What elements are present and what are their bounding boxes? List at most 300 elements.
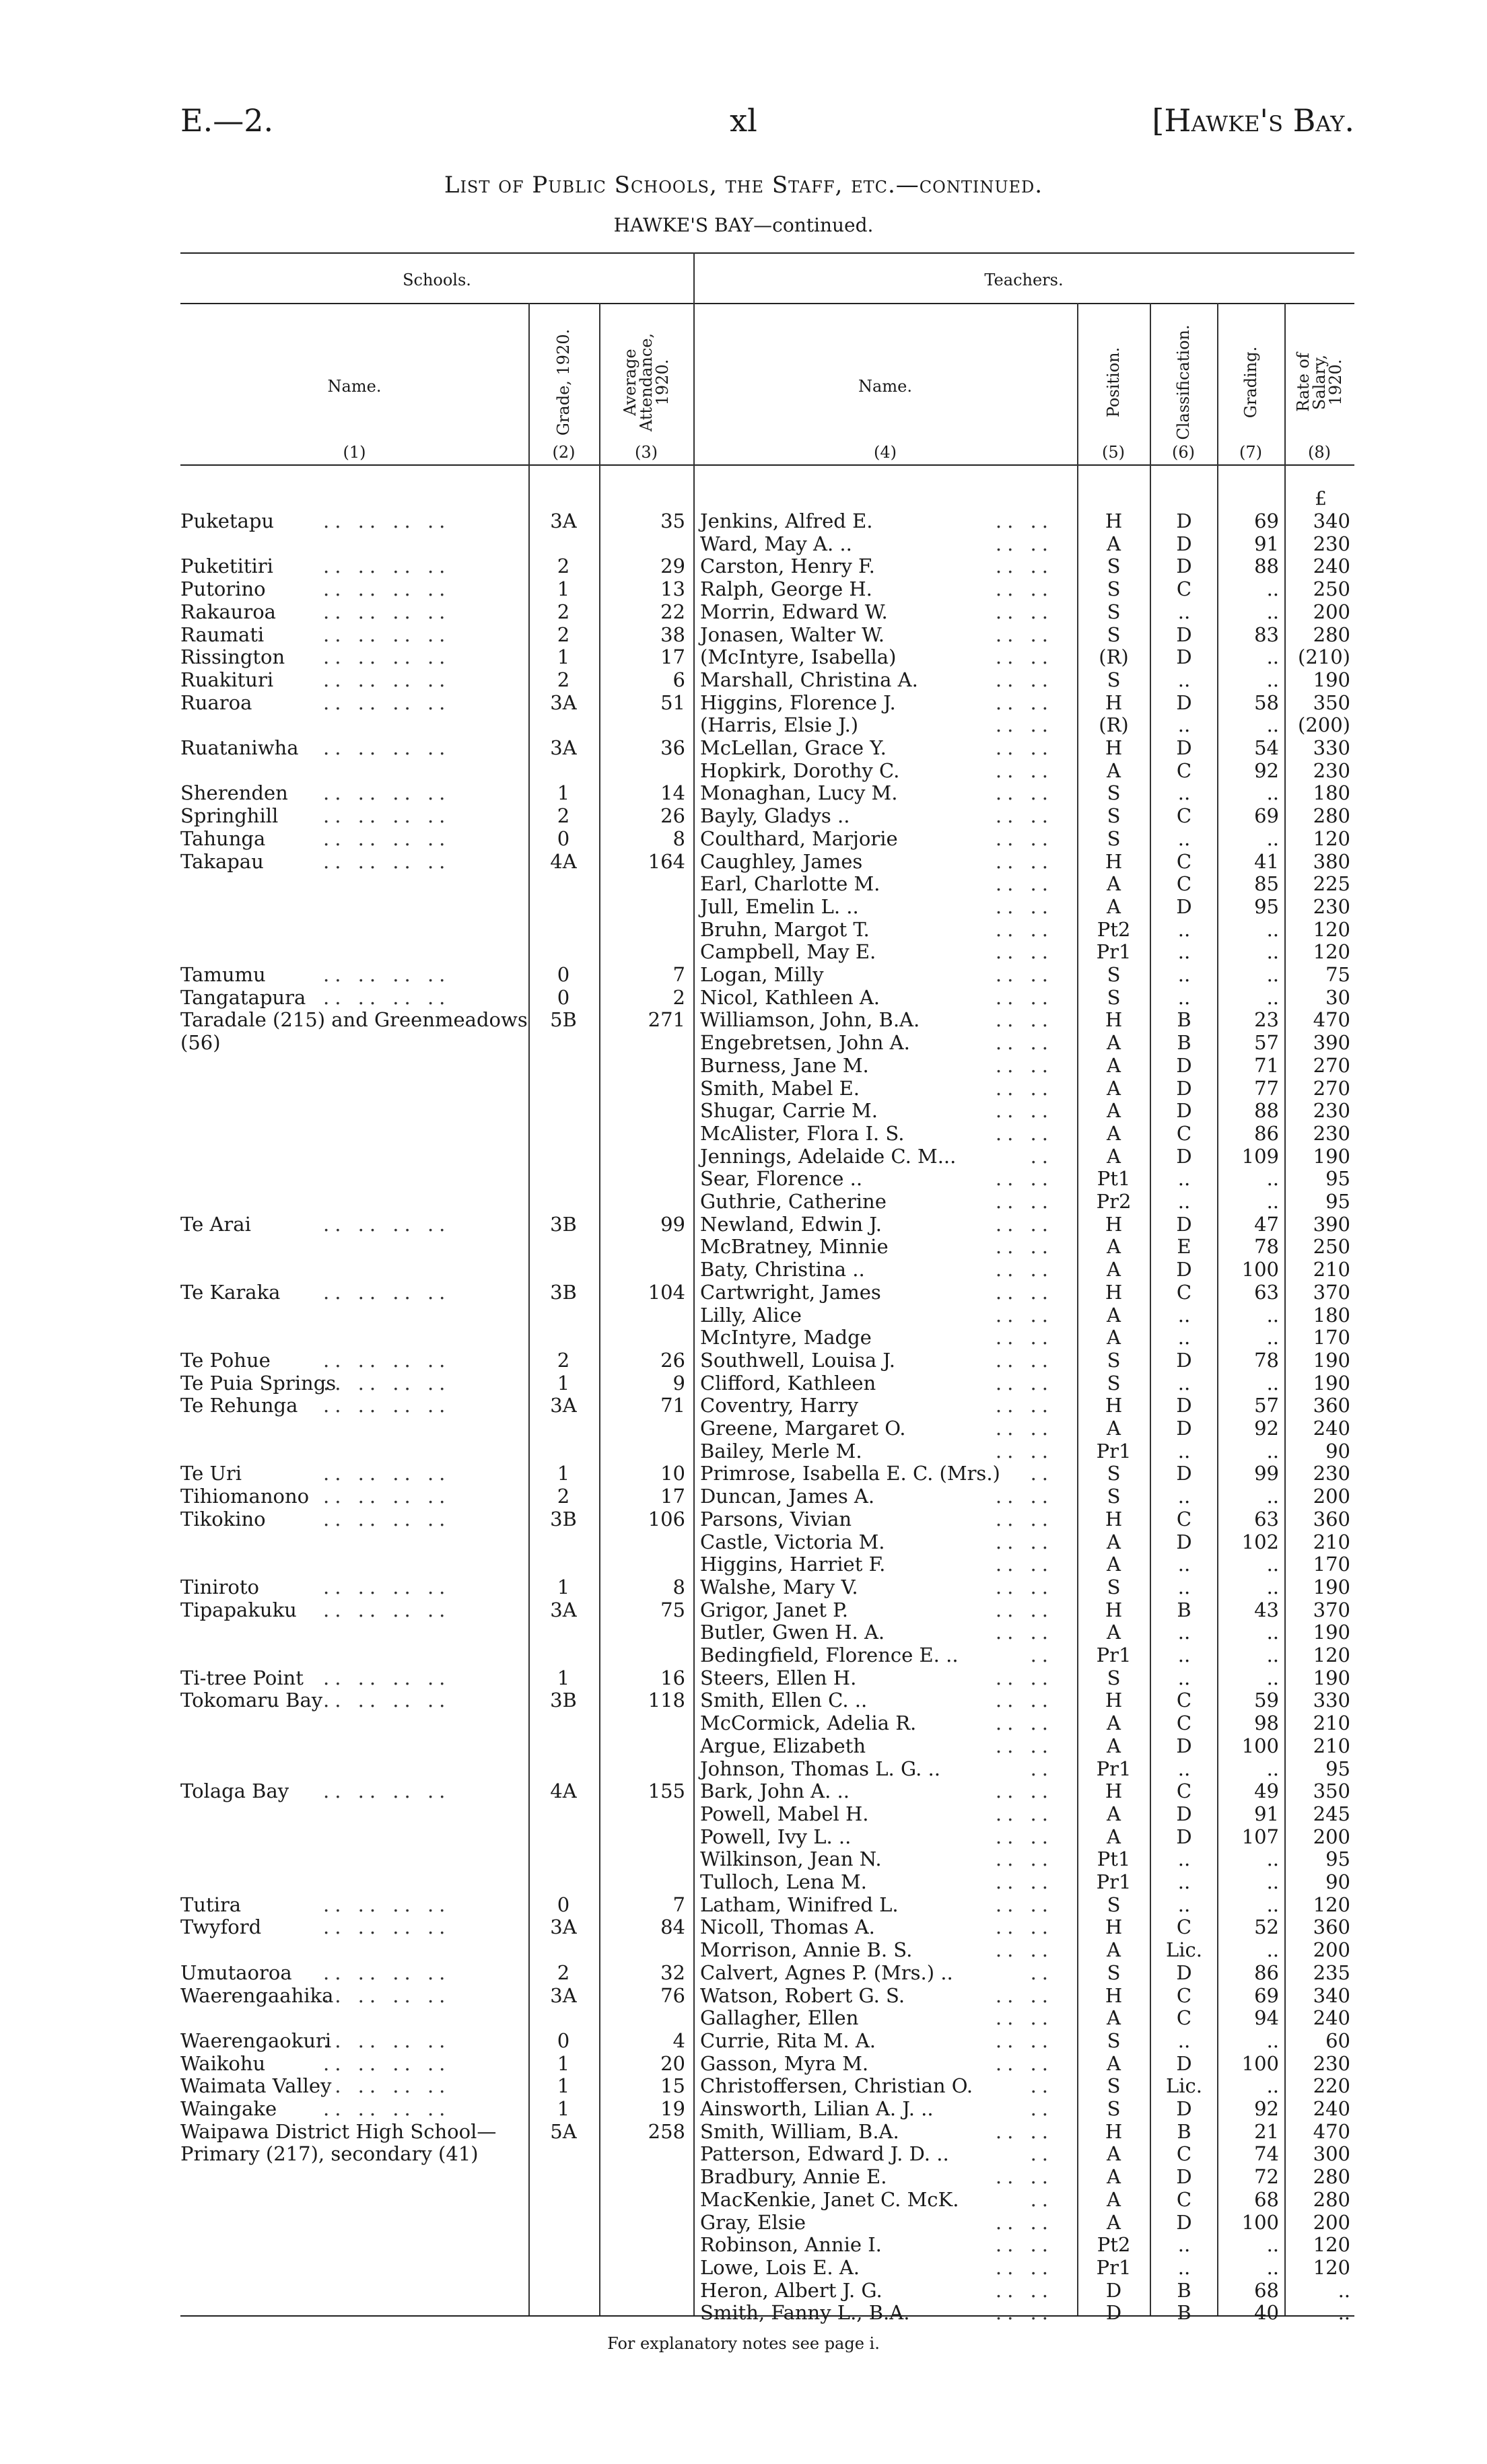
teacher-position: A bbox=[1107, 1326, 1121, 1349]
table-row bbox=[0, 1236, 1487, 1259]
teacher-name: (McIntyre, Isabella) bbox=[700, 645, 897, 669]
table-row bbox=[0, 851, 1487, 874]
teacher-classification: C bbox=[1176, 1712, 1192, 1735]
school-name: Rissington bbox=[180, 645, 285, 669]
teacher-classification: C bbox=[1176, 1507, 1192, 1530]
teacher-grading: 100 bbox=[1241, 1734, 1279, 1757]
teacher-salary: 190 bbox=[1313, 1371, 1350, 1395]
school-name: Springhill bbox=[180, 804, 279, 828]
teacher-salary: 230 bbox=[1313, 894, 1350, 918]
teacher-grading: 40 bbox=[1254, 2301, 1279, 2325]
school-attendance: 29 bbox=[660, 555, 685, 578]
teacher-position: S bbox=[1107, 577, 1121, 601]
teacher-position: H bbox=[1105, 849, 1123, 873]
leader-dots: .. .. bbox=[995, 1258, 1053, 1281]
teacher-salary: 240 bbox=[1313, 2097, 1350, 2120]
leader-dots: .. .. bbox=[995, 555, 1053, 578]
teacher-name: Walshe, Mary V. bbox=[700, 1575, 858, 1598]
colnum-3: (3) bbox=[635, 443, 658, 462]
table-row bbox=[0, 1213, 1487, 1236]
teacher-classification: D bbox=[1176, 1734, 1192, 1757]
school-name: Sherenden bbox=[180, 781, 288, 805]
teacher-salary: 210 bbox=[1313, 1734, 1350, 1757]
teacher-position: S bbox=[1107, 623, 1121, 646]
leader-dots: .. .. bbox=[995, 1485, 1053, 1508]
leader-dots: .. bbox=[1030, 2142, 1053, 2166]
leader-dots: .. .. bbox=[995, 2210, 1053, 2234]
table-row bbox=[0, 1463, 1487, 1485]
table-row bbox=[0, 2212, 1487, 2234]
school-grade: 1 bbox=[557, 2097, 570, 2120]
leader-dots: .. .. .. .. bbox=[323, 2074, 451, 2098]
teacher-name: Carston, Henry F. bbox=[700, 555, 875, 578]
table-row bbox=[0, 828, 1487, 851]
table-row bbox=[0, 1146, 1487, 1168]
table-row bbox=[0, 1871, 1487, 1894]
teacher-position: S bbox=[1107, 600, 1121, 623]
table-row bbox=[0, 2189, 1487, 2212]
teacher-classification: C bbox=[1176, 1689, 1192, 1712]
teacher-classification: .. bbox=[1177, 1553, 1191, 1576]
teacher-position: S bbox=[1107, 804, 1121, 828]
teacher-name: Bailey, Merle M. bbox=[700, 1439, 862, 1463]
teacher-grading: 94 bbox=[1254, 2006, 1279, 2030]
teacher-name: Baty, Christina .. bbox=[700, 1258, 865, 1281]
table-row bbox=[0, 1712, 1487, 1735]
school-name: Taradale (215) and Greenmeadows bbox=[180, 1008, 528, 1032]
table-row bbox=[0, 1395, 1487, 1417]
leader-dots: .. bbox=[1030, 2187, 1053, 2211]
teacher-grading: 77 bbox=[1254, 1076, 1279, 1100]
teacher-salary: 270 bbox=[1313, 1076, 1350, 1100]
teacher-name: Ward, May A. .. bbox=[700, 532, 852, 555]
school-name: Waerengaokuri bbox=[180, 2029, 332, 2052]
teacher-salary: 360 bbox=[1313, 1394, 1350, 1417]
teacher-grading: .. bbox=[1266, 1893, 1279, 1916]
leader-dots: .. .. bbox=[995, 1417, 1053, 1440]
school-name: Te Karaka bbox=[180, 1280, 281, 1304]
leader-dots: .. .. .. .. bbox=[323, 577, 451, 601]
table-row bbox=[0, 1553, 1487, 1576]
table-row bbox=[0, 1939, 1487, 1962]
teacher-grading: 78 bbox=[1254, 1348, 1279, 1372]
table-row bbox=[0, 2007, 1487, 2030]
teacher-salary: 235 bbox=[1313, 1961, 1350, 1984]
teacher-classification: D bbox=[1176, 2097, 1192, 2120]
teacher-position: A bbox=[1107, 1303, 1121, 1327]
school-grade: 3B bbox=[550, 1507, 577, 1530]
teacher-salary: 340 bbox=[1313, 509, 1350, 532]
table-top-rule bbox=[180, 252, 1354, 254]
teacher-salary: 170 bbox=[1313, 1553, 1350, 1576]
school-grade: 3A bbox=[550, 1983, 577, 2007]
teacher-classification: .. bbox=[1177, 940, 1191, 964]
teacher-grading: 88 bbox=[1254, 1099, 1279, 1123]
teacher-classification: Lic. bbox=[1166, 2074, 1202, 2098]
teacher-salary: 95 bbox=[1325, 1167, 1350, 1191]
teacher-name-header: Name. bbox=[858, 377, 912, 396]
teacher-classification: C bbox=[1176, 1780, 1192, 1803]
teacher-salary: 60 bbox=[1325, 2029, 1350, 2052]
teacher-grading: .. bbox=[1266, 1575, 1279, 1598]
teacher-salary: 370 bbox=[1313, 1598, 1350, 1621]
school-attendance: 155 bbox=[648, 1780, 685, 1803]
teacher-salary: 300 bbox=[1313, 2142, 1350, 2166]
leader-dots: .. bbox=[1030, 1757, 1053, 1780]
teacher-grading: 92 bbox=[1254, 2097, 1279, 2120]
teacher-name: Gasson, Myra M. bbox=[700, 2051, 869, 2075]
teacher-name: Burness, Jane M. bbox=[700, 1053, 869, 1077]
teacher-name: Christoffersen, Christian O. bbox=[700, 2074, 973, 2098]
table-row bbox=[0, 782, 1487, 805]
school-name: Te Rehunga bbox=[180, 1394, 298, 1417]
leader-dots: .. .. bbox=[995, 1575, 1053, 1598]
teacher-grading: 91 bbox=[1254, 532, 1279, 555]
teacher-salary: 280 bbox=[1313, 804, 1350, 828]
leader-dots: .. bbox=[1030, 2097, 1053, 2120]
school-grade: 3A bbox=[550, 691, 577, 714]
teacher-name: Castle, Victoria M. bbox=[700, 1530, 885, 1553]
table-row bbox=[0, 2075, 1487, 2098]
school-name: Tangatapura bbox=[180, 985, 306, 1009]
leader-dots: .. .. bbox=[995, 1190, 1053, 1213]
school-grade: 0 bbox=[557, 963, 570, 986]
leader-dots: .. .. bbox=[995, 894, 1053, 918]
teacher-classification: B bbox=[1177, 1008, 1191, 1032]
table-row bbox=[0, 1962, 1487, 1985]
teacher-salary: 230 bbox=[1313, 1099, 1350, 1123]
teacher-position: A bbox=[1107, 1076, 1121, 1100]
teacher-position: H bbox=[1105, 509, 1123, 532]
table-row bbox=[0, 987, 1487, 1010]
teacher-classification: D bbox=[1176, 2165, 1192, 2189]
table-row bbox=[0, 1758, 1487, 1781]
leader-dots: .. .. bbox=[995, 1303, 1053, 1327]
teacher-position: Pr1 bbox=[1096, 1439, 1132, 1463]
teacher-classification: .. bbox=[1177, 1303, 1191, 1327]
teacher-grading: 98 bbox=[1254, 1712, 1279, 1735]
teacher-salary: .. bbox=[1338, 2301, 1350, 2325]
teacher-position: A bbox=[1107, 759, 1121, 782]
leader-dots: .. .. bbox=[995, 1893, 1053, 1916]
table-row bbox=[0, 1100, 1487, 1123]
teacher-salary: 230 bbox=[1313, 2051, 1350, 2075]
leader-dots: .. .. bbox=[995, 1825, 1053, 1848]
leader-dots: .. .. bbox=[995, 1121, 1053, 1145]
leader-dots: .. .. .. .. bbox=[323, 849, 451, 873]
teacher-classification: D bbox=[1176, 1530, 1192, 1553]
table-row bbox=[0, 692, 1487, 715]
leader-dots: .. .. bbox=[995, 1621, 1053, 1644]
teacher-grading: .. bbox=[1266, 940, 1279, 964]
leader-dots: .. .. bbox=[995, 2051, 1053, 2075]
teacher-grading: .. bbox=[1266, 668, 1279, 691]
table-row bbox=[0, 896, 1487, 919]
teacher-grading: 100 bbox=[1241, 2051, 1279, 2075]
school-attendance: 32 bbox=[660, 1961, 685, 1984]
leader-dots: .. .. bbox=[995, 1915, 1053, 1939]
teacher-grading: 57 bbox=[1254, 1031, 1279, 1055]
school-name: Tolaga Bay bbox=[180, 1780, 289, 1803]
teacher-position: A bbox=[1107, 1144, 1121, 1168]
teacher-classification: D bbox=[1176, 894, 1192, 918]
teacher-name: McBratney, Minnie bbox=[700, 1235, 889, 1259]
position-header: Position. bbox=[1104, 347, 1123, 418]
teacher-name: Logan, Milly bbox=[700, 963, 824, 986]
teacher-name: Morrison, Annie B. S. bbox=[700, 1938, 913, 1962]
teacher-salary: 240 bbox=[1313, 1417, 1350, 1440]
teacher-grading: .. bbox=[1266, 917, 1279, 941]
leader-dots: .. .. bbox=[995, 577, 1053, 601]
teacher-salary: 240 bbox=[1313, 2006, 1350, 2030]
leader-dots: .. .. bbox=[995, 872, 1053, 896]
leader-dots: .. .. bbox=[995, 1439, 1053, 1463]
teacher-position: Pr1 bbox=[1096, 2255, 1132, 2279]
teacher-salary: (210) bbox=[1298, 645, 1350, 669]
colnum-7: (7) bbox=[1239, 443, 1262, 462]
leader-dots: .. .. bbox=[995, 2233, 1053, 2257]
teacher-salary: 190 bbox=[1313, 1621, 1350, 1644]
school-name: Primary (217), secondary (41) bbox=[180, 2142, 479, 2166]
teacher-grading: .. bbox=[1266, 1847, 1279, 1871]
colnum-1: (1) bbox=[343, 443, 366, 462]
teacher-name: McAlister, Flora I. S. bbox=[700, 1121, 905, 1145]
table-row bbox=[0, 1894, 1487, 1917]
school-name: Tutira bbox=[180, 1893, 242, 1916]
teacher-salary: 470 bbox=[1313, 2119, 1350, 2143]
table-row bbox=[0, 555, 1487, 578]
teacher-position: H bbox=[1105, 1212, 1123, 1236]
teacher-grading: 69 bbox=[1254, 1983, 1279, 2007]
school-name: Tamumu bbox=[180, 963, 266, 986]
teacher-position: H bbox=[1105, 1394, 1123, 1417]
school-attendance: 16 bbox=[660, 1666, 685, 1689]
teacher-position: H bbox=[1105, 1983, 1123, 2007]
colnum-5: (5) bbox=[1102, 443, 1125, 462]
school-attendance: 271 bbox=[648, 1008, 685, 1032]
school-attendance: 106 bbox=[648, 1507, 685, 1530]
leader-dots: .. .. .. .. bbox=[323, 1348, 451, 1372]
teacher-name: Steers, Ellen H. bbox=[700, 1666, 857, 1689]
teacher-salary: 360 bbox=[1313, 1507, 1350, 1530]
leader-dots: .. .. bbox=[995, 1280, 1053, 1304]
leader-dots: .. .. .. .. bbox=[323, 1575, 451, 1598]
school-attendance: 164 bbox=[648, 849, 685, 873]
teacher-name: (Harris, Elsie J.) bbox=[700, 713, 859, 737]
teacher-position: H bbox=[1105, 736, 1123, 759]
teacher-classification: B bbox=[1177, 1598, 1191, 1621]
teacher-classification: D bbox=[1176, 1099, 1192, 1123]
teacher-grading: .. bbox=[1266, 1167, 1279, 1191]
table-row bbox=[0, 1531, 1487, 1554]
teacher-name: Watson, Robert G. S. bbox=[700, 1983, 905, 2007]
teacher-name: Jonasen, Walter W. bbox=[700, 623, 885, 646]
colnum-2: (2) bbox=[552, 443, 576, 462]
teacher-name: Duncan, James A. bbox=[700, 1485, 875, 1508]
leader-dots: .. .. bbox=[995, 804, 1053, 828]
table-row bbox=[0, 578, 1487, 601]
table-row bbox=[0, 601, 1487, 624]
teacher-classification: D bbox=[1176, 623, 1192, 646]
teacher-classification: .. bbox=[1177, 1575, 1191, 1598]
school-name: Ruaroa bbox=[180, 691, 252, 714]
teacher-grading: .. bbox=[1266, 963, 1279, 986]
teacher-position: S bbox=[1107, 1371, 1121, 1395]
teacher-name: Clifford, Kathleen bbox=[700, 1371, 876, 1395]
school-name: Te Uri bbox=[180, 1462, 242, 1485]
leader-dots: .. .. .. .. bbox=[323, 1780, 451, 1803]
teacher-position: H bbox=[1105, 1008, 1123, 1032]
teacher-name: Johnson, Thomas L. G. .. bbox=[700, 1757, 940, 1780]
teacher-name: Bayly, Gladys .. bbox=[700, 804, 850, 828]
teacher-grading: 69 bbox=[1254, 509, 1279, 532]
teacher-position: S bbox=[1107, 1961, 1121, 1984]
school-grade: 3A bbox=[550, 1598, 577, 1621]
teacher-name: Patterson, Edward J. D. .. bbox=[700, 2142, 949, 2166]
school-grade: 5A bbox=[550, 2119, 577, 2143]
leader-dots: .. .. bbox=[995, 1507, 1053, 1530]
leader-dots: .. .. bbox=[995, 1212, 1053, 1236]
teacher-grading: .. bbox=[1266, 2233, 1279, 2257]
teacher-classification: C bbox=[1176, 2006, 1192, 2030]
teacher-classification: C bbox=[1176, 759, 1192, 782]
school-name: Tipapakuku bbox=[180, 1598, 297, 1621]
school-attendance: 118 bbox=[648, 1689, 685, 1712]
teacher-salary: 210 bbox=[1313, 1712, 1350, 1735]
page-title: List of Public Schools, the Staff, etc.—continued. bbox=[444, 172, 1043, 199]
school-grade: 1 bbox=[557, 1666, 570, 1689]
school-attendance: 258 bbox=[648, 2119, 685, 2143]
teacher-grading: 23 bbox=[1254, 1008, 1279, 1032]
teacher-classification: .. bbox=[1177, 1621, 1191, 1644]
teacher-grading: 58 bbox=[1254, 691, 1279, 714]
teacher-classification: .. bbox=[1177, 2029, 1191, 2052]
leader-dots: .. .. bbox=[995, 623, 1053, 646]
teacher-position: A bbox=[1107, 872, 1121, 896]
teacher-salary: 120 bbox=[1313, 826, 1350, 850]
teacher-classification: C bbox=[1176, 2187, 1192, 2211]
table-row bbox=[0, 1735, 1487, 1758]
leader-dots: .. .. .. .. bbox=[323, 1212, 451, 1236]
teacher-position: A bbox=[1107, 2165, 1121, 2189]
teacher-classification: .. bbox=[1177, 826, 1191, 850]
teacher-position: Pr1 bbox=[1096, 1870, 1132, 1893]
teacher-salary: 120 bbox=[1313, 2233, 1350, 2257]
teacher-position: (R) bbox=[1099, 645, 1129, 669]
school-grade: 0 bbox=[557, 985, 570, 1009]
school-attendance: 51 bbox=[660, 691, 685, 714]
leader-dots: .. .. .. .. bbox=[323, 623, 451, 646]
teacher-classification: .. bbox=[1177, 1326, 1191, 1349]
teacher-position: S bbox=[1107, 781, 1121, 805]
teacher-position: S bbox=[1107, 555, 1121, 578]
table-row bbox=[0, 1168, 1487, 1191]
table-row bbox=[0, 760, 1487, 783]
leader-dots: .. .. .. .. bbox=[323, 985, 451, 1009]
school-attendance: 38 bbox=[660, 623, 685, 646]
table-row bbox=[0, 2257, 1487, 2280]
teacher-name: Gallagher, Ellen bbox=[700, 2006, 859, 2030]
teacher-grading: 74 bbox=[1254, 2142, 1279, 2166]
teacher-name: Wilkinson, Jean N. bbox=[700, 1847, 882, 1871]
teacher-classification: D bbox=[1176, 1348, 1192, 1372]
teacher-name: Guthrie, Catherine bbox=[700, 1190, 887, 1213]
school-name: Waingake bbox=[180, 2097, 277, 2120]
school-attendance: 84 bbox=[660, 1915, 685, 1939]
school-name: Waerengaahika bbox=[180, 1983, 334, 2007]
teacher-salary: 200 bbox=[1313, 600, 1350, 623]
school-grade: 0 bbox=[557, 1893, 570, 1916]
school-name: Te Arai bbox=[180, 1212, 251, 1236]
school-attendance: 104 bbox=[648, 1280, 685, 1304]
leader-dots: .. bbox=[1030, 1462, 1053, 1485]
teacher-classification: .. bbox=[1177, 713, 1191, 737]
school-grade: 0 bbox=[557, 2029, 570, 2052]
colnum-6: (6) bbox=[1172, 443, 1195, 462]
pound-sign: £ bbox=[1315, 487, 1327, 509]
teacher-grading: 102 bbox=[1241, 1530, 1279, 1553]
teacher-grading: .. bbox=[1266, 1621, 1279, 1644]
leader-dots: .. .. bbox=[995, 668, 1053, 691]
teacher-grading: .. bbox=[1266, 2074, 1279, 2098]
leader-dots: .. .. bbox=[995, 1530, 1053, 1553]
school-attendance: 8 bbox=[672, 1575, 685, 1598]
teacher-grading: .. bbox=[1266, 713, 1279, 737]
schools-group-heading: Schools. bbox=[403, 271, 471, 289]
school-grade: 2 bbox=[557, 804, 570, 828]
teacher-salary: 250 bbox=[1313, 1235, 1350, 1259]
teacher-salary: 120 bbox=[1313, 2255, 1350, 2279]
teacher-classification: D bbox=[1176, 1961, 1192, 1984]
teacher-grading: 57 bbox=[1254, 1394, 1279, 1417]
teacher-grading: 86 bbox=[1254, 1121, 1279, 1145]
school-attendance: 35 bbox=[660, 509, 685, 532]
school-name: Raumati bbox=[180, 623, 265, 646]
school-attendance: 10 bbox=[660, 1462, 685, 1485]
teacher-position: S bbox=[1107, 1575, 1121, 1598]
teacher-salary: 230 bbox=[1313, 1462, 1350, 1485]
teacher-grading: .. bbox=[1266, 1439, 1279, 1463]
table-row bbox=[0, 1916, 1487, 1939]
teacher-salary: 210 bbox=[1313, 1530, 1350, 1553]
teacher-name: Sear, Florence .. bbox=[700, 1167, 863, 1191]
leader-dots: .. .. bbox=[995, 691, 1053, 714]
teacher-salary: 250 bbox=[1313, 577, 1350, 601]
leader-dots: .. .. .. .. bbox=[323, 2051, 451, 2075]
teacher-name: Bedingfield, Florence E. .. bbox=[700, 1644, 959, 1666]
teacher-position: A bbox=[1107, 1553, 1121, 1576]
table-row bbox=[0, 2143, 1487, 2166]
teacher-name: Morrin, Edward W. bbox=[700, 600, 888, 623]
teacher-salary: 280 bbox=[1313, 2187, 1350, 2211]
teacher-classification: D bbox=[1176, 1258, 1192, 1281]
leader-dots: .. .. .. .. bbox=[323, 1507, 451, 1530]
school-attendance: 71 bbox=[660, 1394, 685, 1417]
teacher-grading: 63 bbox=[1254, 1280, 1279, 1304]
teacher-name: Butler, Gwen H. A. bbox=[700, 1621, 885, 1644]
teacher-salary: 190 bbox=[1313, 1666, 1350, 1689]
school-name: Te Pohue bbox=[180, 1348, 271, 1372]
table-row bbox=[0, 533, 1487, 556]
table-row bbox=[0, 1281, 1487, 1304]
teacher-position: Pr1 bbox=[1096, 940, 1132, 964]
leader-dots: .. .. bbox=[995, 600, 1053, 623]
teacher-name: Marshall, Christina A. bbox=[700, 668, 918, 691]
teacher-salary: 190 bbox=[1313, 1144, 1350, 1168]
teacher-position: H bbox=[1105, 691, 1123, 714]
teacher-grading: 49 bbox=[1254, 1780, 1279, 1803]
teacher-name: Ainsworth, Lilian A. J. .. bbox=[700, 2097, 934, 2120]
